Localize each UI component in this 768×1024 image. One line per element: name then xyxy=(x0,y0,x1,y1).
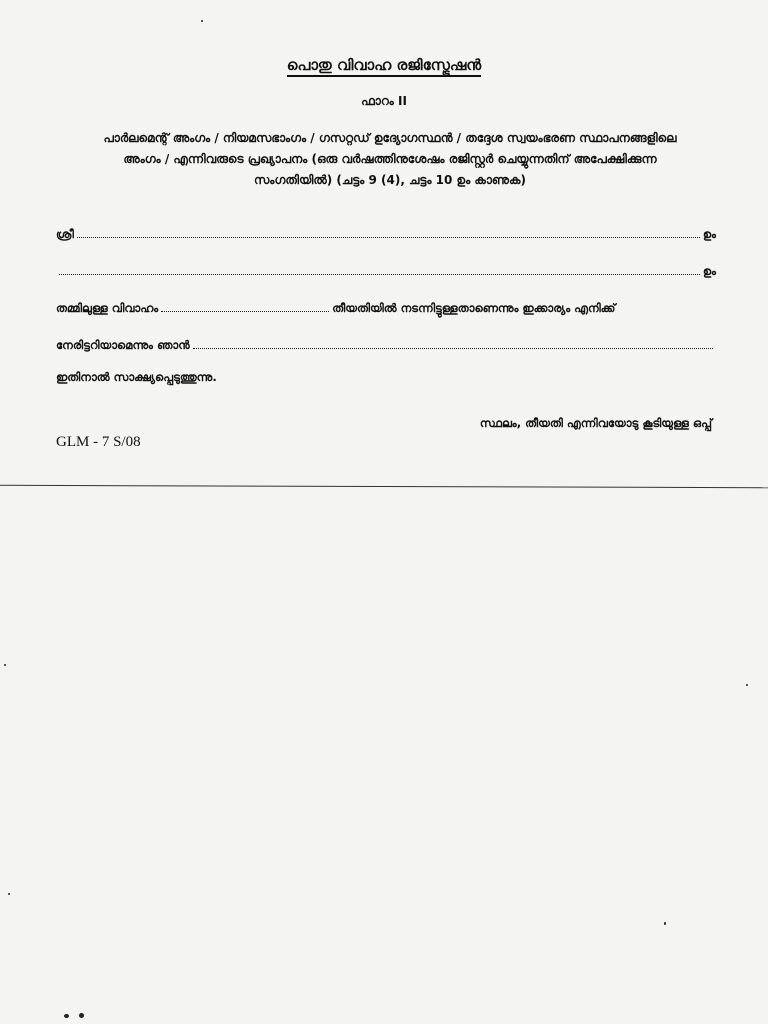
line3-prefix: തമ്മിലുള്ള വിവാഹം xyxy=(56,301,159,315)
blank-line-3 xyxy=(56,296,716,316)
intro-line-2: അംഗം / എന്നിവരുടെ പ്രഖ്യാപനം (ഒരു വർഷത്തിനുശേഷം രജിസ്റ്റർ ചെയ്യുന്നതിന് അപേക്ഷിക്കുന്ന xyxy=(123,152,657,166)
line2-suffix: ഉം xyxy=(702,264,716,278)
signature-label: സ്ഥലം, തീയതി എന്നിവയോടു കൂടിയുള്ള ഒപ്പ് xyxy=(479,416,712,430)
scan-speck xyxy=(79,1013,84,1018)
intro-line-1: പാർലമെന്റ് അംഗം / നിയമസഭാംഗം / ഗസറ്റഡ് ഉദ്യോഗസ്ഥൻ / തദ്ദേശ സ്വയംഭരണ സ്ഥാപനങ്ങളിലെ xyxy=(103,131,677,145)
scan-speck xyxy=(8,893,10,895)
scan-speck xyxy=(746,684,748,686)
form-code: GLM - 7 S/08 xyxy=(56,434,141,450)
scan-speck xyxy=(64,1014,69,1018)
form-number: ഫാറം II xyxy=(361,94,407,108)
form-intro xyxy=(60,128,720,191)
declarant-blank[interactable] xyxy=(193,347,713,349)
blank-line-2 xyxy=(56,259,716,279)
blank-line-1 xyxy=(56,222,716,242)
scan-speck xyxy=(201,20,203,22)
name-blank-2[interactable] xyxy=(59,273,700,275)
form-title-text: പൊതു വിവാഹ രജിസ്ട്രേഷൻ xyxy=(287,56,481,77)
blank-line-4 xyxy=(56,333,716,353)
intro-line-3: സംഗതിയിൽ) (ചട്ടം 9 (4), ചട്ടം 10 ഉം കാണുക) xyxy=(254,173,526,187)
form-title xyxy=(0,56,768,74)
date-blank[interactable] xyxy=(161,310,329,312)
line3-suffix: തീയതിയിൽ നടന്നിട്ടുള്ളതാണെന്നും ഇക്കാര്യം എനിക്ക് xyxy=(332,301,616,315)
scan-speck xyxy=(664,922,666,925)
scan-speck xyxy=(4,664,6,666)
line4-prefix: നേരിട്ടറിയാമെന്നും ഞാൻ xyxy=(56,338,190,352)
name-blank-1[interactable] xyxy=(77,236,700,238)
line1-suffix: ഉം xyxy=(702,227,716,241)
certify-text: ഇതിനാൽ സാക്ഷ്യപ്പെടുത്തുന്നു. xyxy=(56,370,217,384)
line1-prefix: ശ്രീ xyxy=(56,227,74,241)
bottom-rule xyxy=(0,485,768,488)
